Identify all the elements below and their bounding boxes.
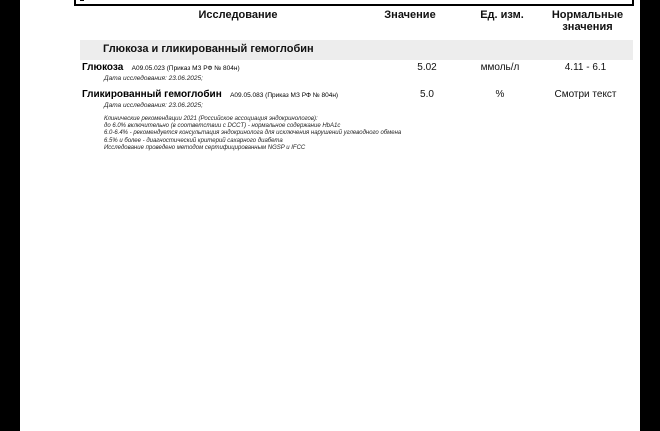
test-unit: % — [495, 89, 505, 100]
test-date: Дата исследования: 23.06.2025; — [104, 102, 203, 109]
test-unit: ммоль/л — [480, 62, 520, 73]
test-name: Гликированный гемоглобин — [82, 89, 222, 100]
previous-table-frame — [74, 0, 634, 6]
test-value: 5.02 — [417, 62, 437, 73]
note-line: до 6.0% включительно (в соответствии с DCCT) - нормальное содержание HbA1c — [104, 123, 341, 130]
test-code: A09.05.083 (Приказ МЗ РФ № 804н) — [230, 92, 339, 99]
test-date: Дата исследования: 23.06.2025; — [104, 75, 203, 82]
header-value: Значение — [384, 9, 436, 21]
test-name: Глюкоза — [82, 62, 124, 73]
table-row — [82, 62, 240, 73]
report-page — [20, 0, 640, 431]
header-norm-line2: значения — [562, 21, 613, 33]
test-code: A09.05.023 (Приказ МЗ РФ № 804н) — [131, 65, 240, 72]
header-norm — [540, 9, 635, 33]
table-row — [82, 89, 338, 100]
header-norm-line1: Нормальные — [551, 9, 624, 21]
clinical-notes — [104, 116, 401, 152]
test-value: 5.0 — [420, 89, 434, 100]
note-line: Исследование проведено методом сертифицированным NGSP и IFCC — [104, 144, 306, 151]
note-line: 6.5% и более - диагностический критерий сахарного диабета — [104, 137, 283, 144]
section-title: Глюкоза и гликированный гемоглобин — [103, 43, 314, 55]
header-study: Исследование — [198, 9, 278, 21]
test-norm: 4.11 - 6.1 — [564, 62, 607, 73]
header-unit: Ед. изм. — [480, 9, 524, 21]
note-line: Клинические рекомендации 2021 (Российское ассоциация эндокринологов): — [104, 116, 318, 122]
note-line: 6.0-6.4% - рекомендуется консультация эндокринолога для исключения нарушений углеводного обмена — [104, 130, 402, 137]
test-norm: Смотри текст — [554, 89, 617, 100]
section-header — [80, 40, 633, 60]
